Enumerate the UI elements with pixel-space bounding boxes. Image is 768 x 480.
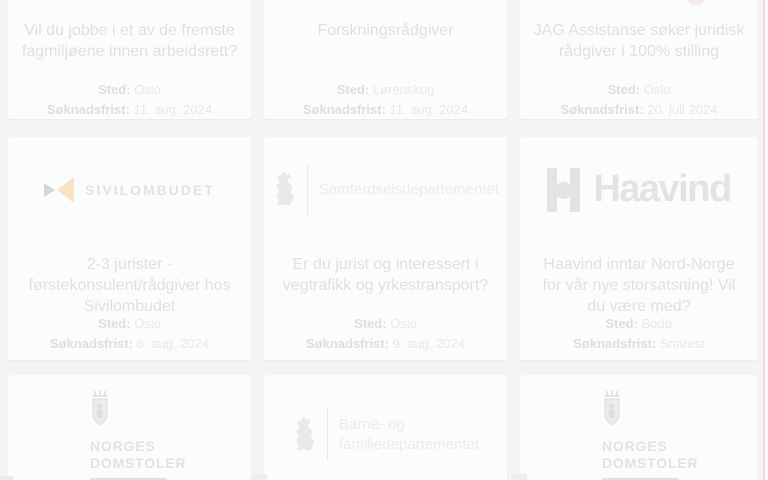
- job-card-logo-area: [520, 0, 758, 8]
- job-location: [8, 317, 251, 330]
- job-location: [520, 83, 758, 96]
- court-crest-icon: [90, 390, 110, 426]
- job-card[interactable]: [8, 375, 251, 480]
- deadline-label: Søknadsfrist:: [560, 102, 644, 117]
- bottom-left-edge-mark: [0, 476, 13, 480]
- deadline-value: 11. aug. 2024: [133, 102, 213, 117]
- job-card[interactable]: [8, 0, 251, 119]
- job-location: [264, 317, 507, 330]
- deadline-value: 9. aug. 2024: [392, 336, 465, 351]
- job-title: 2-3 jurister - førstekonsulent/rådgiver hos Sivilombudet: [28, 256, 231, 315]
- deadline-value: 11. aug. 2024: [389, 102, 469, 117]
- location-value: Oslo: [134, 82, 161, 97]
- ministry-name: Samferdselsdepartementet: [318, 180, 500, 198]
- location-label: Sted:: [98, 82, 131, 97]
- location-label: Sted:: [354, 316, 387, 331]
- court-crest-icon: [602, 390, 622, 426]
- job-card-logo-area: [520, 137, 758, 242]
- job-card-logo-area: [8, 0, 251, 8]
- job-title: JAG Assistanse søker juridisk rådgiver i 100% stilling: [533, 22, 745, 60]
- job-deadline: [8, 103, 251, 116]
- job-card[interactable]: [520, 0, 758, 119]
- haavind-logo-text: Haavind: [593, 168, 731, 210]
- ministry-name: Barne- og familiedepartementet: [338, 416, 480, 453]
- location-label: Sted:: [605, 316, 638, 331]
- location-value: Lørenskog: [372, 82, 435, 97]
- logo-divider: [307, 164, 308, 216]
- job-deadline: [520, 103, 758, 116]
- job-card[interactable]: [8, 137, 251, 360]
- location-label: Sted:: [98, 316, 131, 331]
- samferdselsdepartementet-logo: [272, 164, 499, 216]
- deadline-label: Søknadsfrist:: [46, 102, 130, 117]
- norges-domstoler-logo: [90, 390, 186, 480]
- job-card[interactable]: [520, 137, 758, 360]
- deadline-label: Søknadsfrist:: [302, 102, 386, 117]
- location-value: Bodø: [641, 316, 673, 331]
- court-name: NORGES DOMSTOLER: [90, 438, 187, 471]
- deadline-label: Søknadsfrist:: [50, 336, 134, 351]
- norges-domstoler-logo: [602, 390, 698, 480]
- job-card-logo-area: [8, 137, 251, 242]
- deadline-value: 20. juli 2024: [647, 102, 718, 117]
- location-value: Oslo: [643, 82, 671, 97]
- job-card[interactable]: [264, 137, 507, 360]
- job-deadline: [8, 337, 251, 350]
- barne-og-familiedepartementet-logo: [264, 409, 507, 461]
- job-location: [8, 83, 251, 96]
- logo-divider: [327, 409, 328, 461]
- job-card[interactable]: [264, 375, 507, 480]
- deadline-value: Snarest: [659, 336, 705, 351]
- deadline-value: 6. aug. 2024: [136, 336, 209, 351]
- job-title: Forskningsrådgiver: [317, 22, 454, 39]
- job-deadline: [520, 337, 758, 350]
- location-value: Oslo: [390, 316, 417, 331]
- court-name: NORGES DOMSTOLER: [602, 438, 699, 471]
- norwegian-lion-icon: [272, 171, 296, 209]
- haavind-logo: [547, 168, 730, 212]
- location-label: Sted:: [336, 82, 370, 97]
- location-value: Oslo: [134, 316, 161, 331]
- deadline-label: Søknadsfrist:: [573, 336, 657, 351]
- job-title: Vil du jobbe i et av de fremste fagmiljøene innen arbeidsrett?: [21, 22, 238, 60]
- column-gap-shade: [251, 474, 267, 480]
- job-title: Haavind inntar Nord-Norge for vår nye storsatsning! Vil du være med?: [542, 256, 736, 315]
- norwegian-lion-icon: [292, 416, 316, 454]
- jag-logo-partial-icon: [688, 0, 704, 5]
- job-title: Er du jurist og interessert i vegtrafikk og yrkestransport?: [282, 256, 489, 294]
- job-location: [264, 83, 507, 96]
- job-card-logo-area: [264, 137, 507, 242]
- job-deadline: [264, 337, 507, 350]
- sivilombudet-arrows-icon: [44, 177, 74, 203]
- sivilombudet-logo-text: SIVILOMBUDET: [85, 181, 215, 198]
- job-deadline: [264, 103, 507, 116]
- job-card[interactable]: [264, 0, 507, 119]
- column-gap-shade: [511, 474, 527, 480]
- haavind-h-icon: [547, 168, 580, 212]
- location-label: Sted:: [607, 82, 641, 97]
- sivilombudet-logo: [44, 177, 215, 203]
- deadline-label: Søknadsfrist:: [306, 336, 390, 351]
- job-location: [520, 317, 758, 330]
- job-card[interactable]: [520, 375, 758, 480]
- job-card-logo-area: [264, 0, 507, 8]
